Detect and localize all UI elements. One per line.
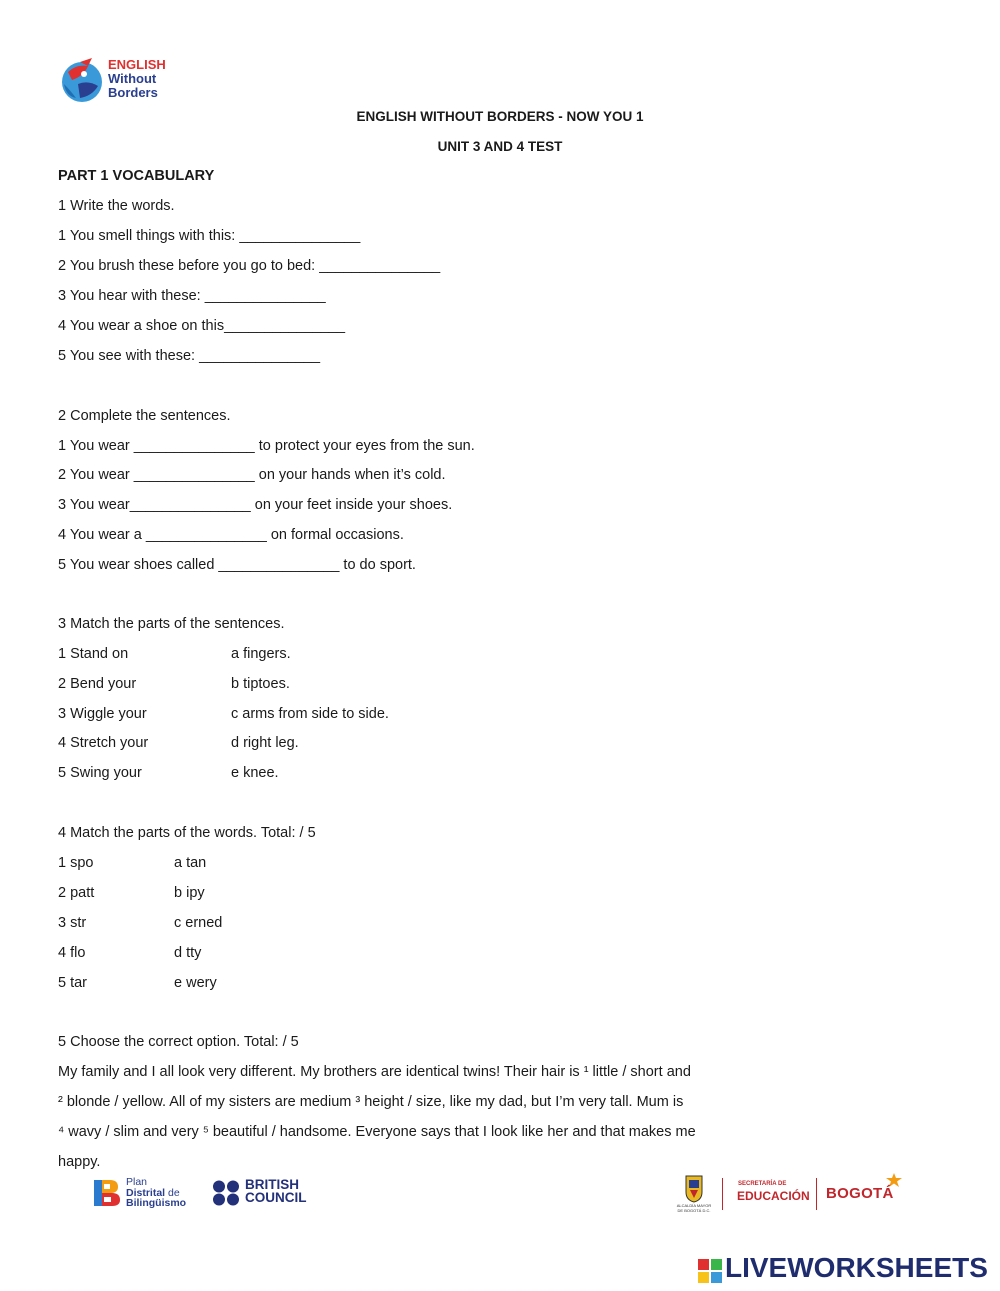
ex3-right-item: a fingers. <box>231 646 291 662</box>
english-without-borders-logo <box>58 52 178 110</box>
plan-distrital-b-icon <box>92 1178 122 1208</box>
pdb-line-2a: Distrital <box>126 1186 166 1199</box>
bc-line-1: BRITISH <box>245 1177 299 1192</box>
sec-line-2: EDUCACIÓN <box>737 1189 810 1203</box>
secretaria-educacion-logo <box>728 1179 808 1209</box>
coat-of-arms-icon <box>672 1174 716 1204</box>
ex4-right-item: c erned <box>174 915 223 931</box>
ex5-instruction: 5 Choose the correct option. Total: / 5 <box>58 1034 299 1050</box>
ex4-right-item: d tty <box>174 945 202 961</box>
ex3-right-item: e knee. <box>231 765 279 781</box>
ex4-right-item: b ipy <box>174 885 205 901</box>
ex5-paragraph-line: My family and I all look very different. My brothers are identical twins! Their hair is ¹ little / short and <box>58 1064 691 1080</box>
ex2-item: 5 You wear shoes called _______________ to do sport. <box>58 557 416 573</box>
ex5-paragraph-line: ² blonde / yellow. All of my sisters are medium ³ height / size, like my dad, but I’m very tall. Mum is <box>58 1094 684 1110</box>
alcaldia-line-2: DE BOGOTÁ D.C. <box>677 1207 711 1213</box>
ex4-right-item: e wery <box>174 975 217 991</box>
ex5-paragraph-line: happy. <box>58 1154 101 1170</box>
ex3-left-item: 4 Stretch your <box>58 735 149 751</box>
ex1-item: 1 You smell things with this: _______________ <box>58 228 361 244</box>
footer-divider <box>816 1178 817 1210</box>
ex3-right-item: d right leg. <box>231 735 299 751</box>
ex1-item: 5 You see with these: _______________ <box>58 348 321 364</box>
british-council-dots-icon <box>212 1180 242 1206</box>
ex1-instruction: 1 Write the words. <box>58 198 175 214</box>
ex4-instruction: 4 Match the parts of the words. Total: / 5 <box>58 825 316 841</box>
ex1-item: 4 You wear a shoe on this_______________ <box>58 318 346 334</box>
ex3-right-item: b tiptoes. <box>231 676 290 692</box>
part-heading: PART 1 VOCABULARY <box>58 168 215 184</box>
bogota-text: BOGOTÁ <box>826 1185 894 1202</box>
plan-distrital-logo <box>92 1176 202 1210</box>
ex1-item: 3 You hear with these: _______________ <box>58 288 326 304</box>
ex2-item: 3 You wear_______________ on your feet inside your shoes. <box>58 497 453 513</box>
ex3-instruction: 3 Match the parts of the sentences. <box>58 616 285 632</box>
sec-line-1: SECRETARÍA DE <box>738 1181 787 1187</box>
ex2-item: 2 You wear _______________ on your hands when it’s cold. <box>58 467 446 483</box>
logo-line-1: ENGLISH <box>108 57 166 72</box>
ex4-left-item: 2 patt <box>58 885 95 901</box>
alcaldia-line-1: ALCALDÍA MAYOR <box>676 1203 712 1208</box>
alcaldia-logo <box>672 1174 716 1214</box>
bogota-logo <box>826 1172 908 1212</box>
ex1-item: 2 You brush these before you go to bed: _______________ <box>58 258 441 274</box>
ex2-instruction: 2 Complete the sentences. <box>58 408 231 424</box>
british-council-logo <box>212 1178 322 1208</box>
ex3-left-item: 1 Stand on <box>58 646 129 662</box>
page-subtitle: UNIT 3 AND 4 TEST <box>437 139 563 154</box>
ex4-right-item: a tan <box>174 855 207 871</box>
ex3-left-item: 2 Bend your <box>58 676 137 692</box>
logo-line-2: Without <box>108 71 157 86</box>
ex5-paragraph-line: ⁴ wavy / slim and very ⁵ beautiful / handsome. Everyone says that I look like her and that makes me <box>58 1124 696 1140</box>
ex3-left-item: 5 Swing your <box>58 765 142 781</box>
page-title: ENGLISH WITHOUT BORDERS - NOW YOU 1 <box>356 109 644 124</box>
ex2-item: 4 You wear a _______________ on formal occasions. <box>58 527 404 543</box>
footer-divider <box>722 1178 723 1210</box>
ex4-left-item: 5 tar <box>58 975 88 991</box>
pdb-line-3: Bilingüismo <box>126 1197 187 1209</box>
pdb-line-1: Plan <box>126 1176 148 1188</box>
ex4-left-item: 3 str <box>58 915 87 931</box>
pdb-line-2b: de <box>168 1186 180 1199</box>
logo-line-3: Borders <box>108 85 158 100</box>
liveworksheets-text: LIVEWORKSHEETS <box>725 1252 988 1283</box>
ex3-right-item: c arms from side to side. <box>231 706 389 722</box>
liveworksheets-cubes-icon <box>698 1259 722 1283</box>
ex3-left-item: 3 Wiggle your <box>58 706 147 722</box>
bc-line-2: COUNCIL <box>245 1189 307 1205</box>
liveworksheets-watermark <box>698 1254 998 1286</box>
ex2-item: 1 You wear _______________ to protect your eyes from the sun. <box>58 438 475 454</box>
ex4-left-item: 1 spo <box>58 855 94 871</box>
globe-icon <box>58 54 106 106</box>
ex4-left-item: 4 flo <box>58 945 86 961</box>
